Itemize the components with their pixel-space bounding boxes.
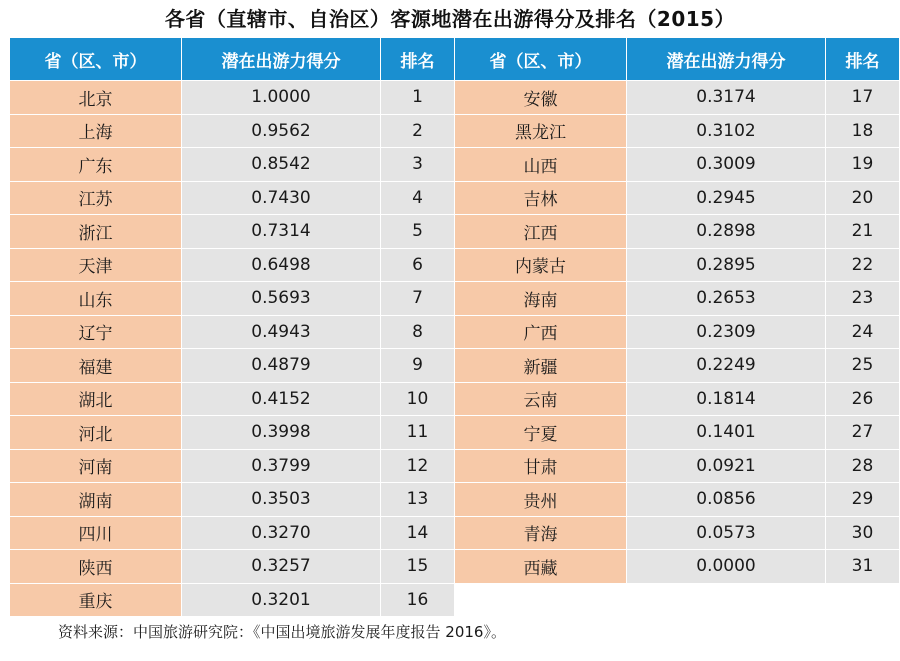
province-cell: 云南 <box>455 383 627 417</box>
rank-cell: 10 <box>381 383 454 417</box>
province-cell: 浙江 <box>10 215 182 249</box>
score-cell: 0.4943 <box>182 316 381 350</box>
table-row <box>10 416 454 450</box>
table-row <box>455 115 899 149</box>
province-cell: 重庆 <box>10 584 182 618</box>
rank-cell: 28 <box>826 450 899 484</box>
table-header-row <box>455 38 899 81</box>
rank-cell: 24 <box>826 316 899 350</box>
rank-cell: 16 <box>381 584 454 618</box>
table-row <box>455 517 899 551</box>
rank-cell: 22 <box>826 249 899 283</box>
table-row <box>455 215 899 249</box>
table-row <box>455 483 899 517</box>
table-row <box>455 316 899 350</box>
rank-cell: 13 <box>381 483 454 517</box>
score-cell: 0.3503 <box>182 483 381 517</box>
province-cell: 西藏 <box>455 550 627 584</box>
score-cell: 0.3102 <box>627 115 826 149</box>
score-cell: 0.6498 <box>182 249 381 283</box>
table-row <box>455 182 899 216</box>
table-row <box>10 584 454 618</box>
table-row <box>10 349 454 383</box>
province-cell: 湖北 <box>10 383 182 417</box>
score-cell: 0.2249 <box>627 349 826 383</box>
table-row <box>455 249 899 283</box>
score-cell: 0.0921 <box>627 450 826 484</box>
score-cell: 0.1401 <box>627 416 826 450</box>
province-cell: 山西 <box>455 148 627 182</box>
province-cell: 广东 <box>10 148 182 182</box>
rank-cell: 17 <box>826 81 899 115</box>
province-cell: 福建 <box>10 349 182 383</box>
rank-cell: 18 <box>826 115 899 149</box>
score-cell: 0.4152 <box>182 383 381 417</box>
table-row <box>455 550 899 584</box>
province-cell: 贵州 <box>455 483 627 517</box>
rank-cell: 8 <box>381 316 454 350</box>
rank-cell: 11 <box>381 416 454 450</box>
table-row <box>10 115 454 149</box>
score-cell: 0.2945 <box>627 182 826 216</box>
province-cell: 内蒙古 <box>455 249 627 283</box>
source-note: 资料来源：中国旅游研究院：《中国出境旅游发展年度报告 2016》。 <box>58 623 506 641</box>
province-cell: 安徽 <box>455 81 627 115</box>
score-cell: 1.0000 <box>182 81 381 115</box>
province-cell: 北京 <box>10 81 182 115</box>
province-cell: 辽宁 <box>10 316 182 350</box>
rank-cell: 7 <box>381 282 454 316</box>
table-row <box>10 450 454 484</box>
score-cell: 0.3799 <box>182 450 381 484</box>
province-cell: 天津 <box>10 249 182 283</box>
table-row <box>455 349 899 383</box>
score-cell: 0.2309 <box>627 316 826 350</box>
table-row <box>10 81 454 115</box>
score-cell: 0.0856 <box>627 483 826 517</box>
column-header-province: 省（区、市） <box>10 38 182 81</box>
province-cell: 上海 <box>10 115 182 149</box>
rank-cell: 14 <box>381 517 454 551</box>
rank-cell: 15 <box>381 550 454 584</box>
rank-cell: 12 <box>381 450 454 484</box>
rank-cell: 1 <box>381 81 454 115</box>
page-title: 各省（直辖市、自治区）客源地潜在出游得分及排名（2015） <box>164 7 736 31</box>
column-header-score: 潜在出游力得分 <box>627 38 826 81</box>
score-cell: 0.3174 <box>627 81 826 115</box>
province-cell: 宁夏 <box>455 416 627 450</box>
score-cell: 0.4879 <box>182 349 381 383</box>
table-row <box>10 215 454 249</box>
rank-cell: 6 <box>381 249 454 283</box>
table-body-right <box>455 81 899 584</box>
score-cell: 0.2898 <box>627 215 826 249</box>
score-cell: 0.3270 <box>182 517 381 551</box>
rank-cell: 3 <box>381 148 454 182</box>
table-row <box>10 316 454 350</box>
rank-cell: 27 <box>826 416 899 450</box>
province-cell: 山东 <box>10 282 182 316</box>
score-cell: 0.0000 <box>627 550 826 584</box>
rank-cell: 31 <box>826 550 899 584</box>
score-cell: 0.2895 <box>627 249 826 283</box>
score-cell: 0.7430 <box>182 182 381 216</box>
province-cell: 河北 <box>10 416 182 450</box>
province-cell: 河南 <box>10 450 182 484</box>
rank-cell: 9 <box>381 349 454 383</box>
table-row <box>455 282 899 316</box>
score-cell: 0.5693 <box>182 282 381 316</box>
table-row <box>455 81 899 115</box>
score-cell: 0.7314 <box>182 215 381 249</box>
rank-cell: 20 <box>826 182 899 216</box>
table-row <box>10 550 454 584</box>
rank-cell: 21 <box>826 215 899 249</box>
province-cell: 广西 <box>455 316 627 350</box>
ranking-table-right <box>455 38 899 584</box>
table-row <box>455 416 899 450</box>
table-row <box>10 148 454 182</box>
rank-cell: 25 <box>826 349 899 383</box>
rank-cell: 26 <box>826 383 899 417</box>
table-header-row <box>10 38 454 81</box>
table-body-left <box>10 81 454 617</box>
score-cell: 0.3009 <box>627 148 826 182</box>
ranking-table-left <box>10 38 454 617</box>
table-row <box>455 148 899 182</box>
score-cell: 0.1814 <box>627 383 826 417</box>
column-header-rank: 排名 <box>381 38 454 81</box>
score-cell: 0.3201 <box>182 584 381 618</box>
rank-cell: 4 <box>381 182 454 216</box>
province-cell: 青海 <box>455 517 627 551</box>
rank-cell: 5 <box>381 215 454 249</box>
table-row <box>10 483 454 517</box>
column-header-province: 省（区、市） <box>455 38 627 81</box>
score-cell: 0.3257 <box>182 550 381 584</box>
score-cell: 0.8542 <box>182 148 381 182</box>
rank-cell: 23 <box>826 282 899 316</box>
score-cell: 0.0573 <box>627 517 826 551</box>
score-cell: 0.9562 <box>182 115 381 149</box>
column-header-score: 潜在出游力得分 <box>182 38 381 81</box>
rank-cell: 2 <box>381 115 454 149</box>
province-cell: 湖南 <box>10 483 182 517</box>
table-row <box>10 282 454 316</box>
column-header-rank: 排名 <box>826 38 899 81</box>
province-cell: 黑龙江 <box>455 115 627 149</box>
province-cell: 吉林 <box>455 182 627 216</box>
table-row <box>10 182 454 216</box>
table-row <box>10 517 454 551</box>
province-cell: 甘肃 <box>455 450 627 484</box>
rank-cell: 30 <box>826 517 899 551</box>
table-row <box>10 383 454 417</box>
province-cell: 四川 <box>10 517 182 551</box>
province-cell: 陕西 <box>10 550 182 584</box>
table-row <box>10 249 454 283</box>
table-row <box>455 450 899 484</box>
province-cell: 江西 <box>455 215 627 249</box>
province-cell: 江苏 <box>10 182 182 216</box>
province-cell: 新疆 <box>455 349 627 383</box>
table-row <box>455 383 899 417</box>
score-cell: 0.3998 <box>182 416 381 450</box>
province-cell: 海南 <box>455 282 627 316</box>
rank-cell: 19 <box>826 148 899 182</box>
score-cell: 0.2653 <box>627 282 826 316</box>
rank-cell: 29 <box>826 483 899 517</box>
